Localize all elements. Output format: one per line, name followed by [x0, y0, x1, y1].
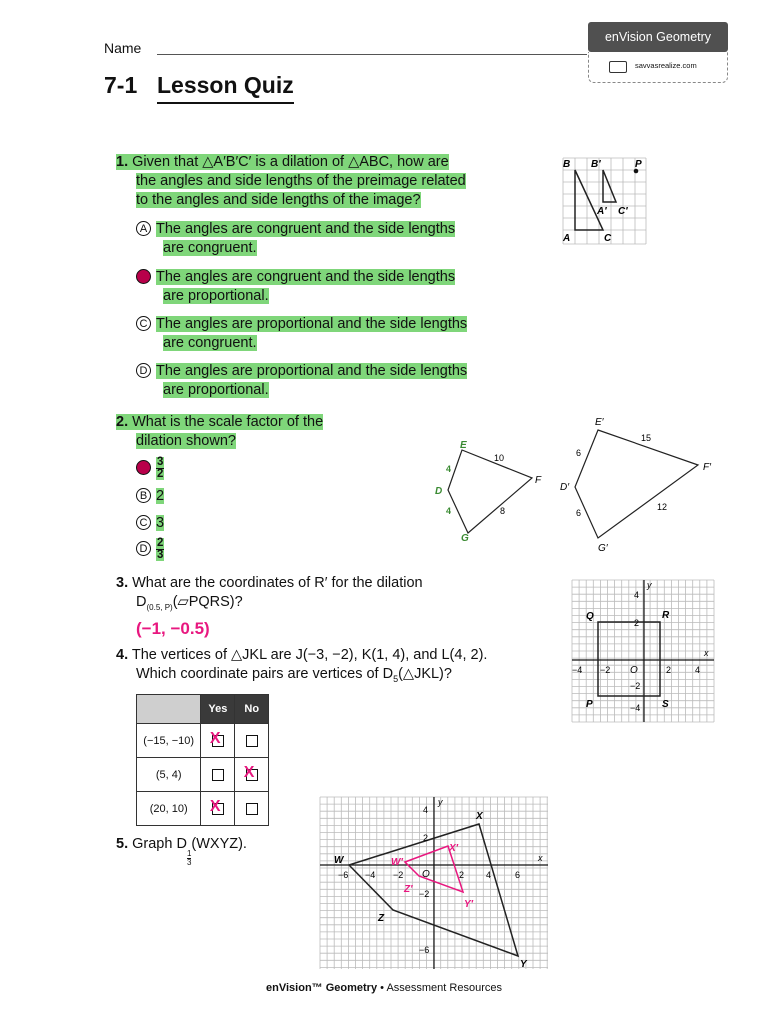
table-header-no: No — [235, 695, 269, 724]
q2-stem — [116, 413, 323, 451]
q5-fraction: $\frac{1}{3}$ — [186, 849, 192, 867]
no-cell[interactable] — [235, 724, 269, 758]
q4-line2b: (△JKL)? — [398, 666, 452, 682]
q4-stem — [116, 646, 487, 689]
q1-number: 1. — [116, 154, 129, 170]
label-f: F — [535, 475, 542, 486]
label-e: E — [460, 440, 467, 451]
q2-line1: What is the scale factor of the — [132, 414, 324, 430]
footer-brand: enVision™ Geometry — [266, 982, 378, 994]
label-f-prime: F′ — [703, 462, 711, 473]
label-y: Y — [520, 959, 527, 970]
label-g: G — [461, 533, 469, 544]
q5-number: 5. — [116, 836, 129, 852]
footer — [0, 982, 768, 994]
checkbox[interactable] — [246, 803, 258, 815]
q2-option-d[interactable] — [136, 538, 164, 561]
label-c-prime: C′ — [618, 206, 628, 217]
choice-circle: A — [136, 221, 151, 236]
table-row — [137, 758, 269, 792]
q2-option-a[interactable] — [136, 457, 164, 480]
q1-line3: to the angles and side lengths of the image? — [136, 192, 421, 208]
side-dg: 4 — [446, 506, 452, 516]
q2-option-b[interactable] — [136, 487, 164, 506]
q3-argument: (▱PQRS)? — [172, 594, 243, 610]
side-ef: 10 — [494, 453, 505, 463]
label-a-prime: A′ — [597, 206, 607, 217]
pair-cell: (20, 10) — [137, 792, 201, 826]
q4-table — [136, 694, 269, 826]
lesson-title: Lesson Quiz — [157, 72, 294, 104]
q2-option-c-value: 3 — [156, 515, 165, 531]
choice-circle-selected: A — [136, 460, 151, 475]
q2-option-b-value: 2 — [156, 488, 165, 504]
label-r: R — [662, 610, 670, 621]
tick-x-2: 2 — [666, 665, 672, 675]
tick-y-neg6: −6 — [419, 945, 430, 955]
q3-number: 3. — [116, 575, 129, 591]
q2-large-quadrilateral — [555, 410, 725, 560]
q1-triangle-figure — [560, 155, 648, 247]
pair-cell: (−15, −10) — [137, 724, 201, 758]
checkbox[interactable] — [212, 769, 224, 781]
q1-option-c-line2: are congruent. — [163, 335, 257, 351]
choice-circle: B — [136, 488, 151, 503]
triangle-a2b2c2 — [603, 170, 616, 202]
label-w: W — [334, 855, 344, 866]
q5-coordinate-grid — [318, 795, 550, 971]
side-d2e2: 6 — [576, 448, 582, 458]
site-box[interactable] — [588, 52, 728, 83]
tick-y-4: 4 — [634, 590, 640, 600]
footer-separator: • — [377, 982, 387, 994]
label-z-prime: Z′ — [404, 884, 413, 895]
tick-y-2: 2 — [423, 833, 429, 843]
q1-option-b-line2: are proportional. — [163, 288, 269, 304]
q2-option-c[interactable] — [136, 514, 164, 533]
label-d: D — [435, 486, 443, 497]
origin-label: O — [630, 665, 638, 676]
q5-text-b: (WXYZ). — [191, 836, 247, 852]
label-a: A — [563, 233, 571, 244]
tick-x-4: 4 — [695, 665, 701, 675]
tick-y-2: 2 — [634, 618, 640, 628]
tick-y-neg4: −4 — [630, 703, 641, 713]
choice-circle: C — [136, 316, 151, 331]
q1-option-c[interactable] — [136, 315, 467, 353]
q4-number: 4. — [116, 647, 129, 663]
origin-label: O — [422, 869, 430, 880]
q3-coordinate-grid — [570, 578, 716, 724]
yes-cell[interactable] — [201, 724, 235, 758]
lesson-number: 7-1 — [104, 72, 138, 98]
tick-y-4: 4 — [423, 805, 429, 815]
checkbox-checked[interactable] — [246, 769, 258, 781]
label-b: B — [563, 159, 571, 170]
brand-name: enVision Geometry — [604, 30, 712, 44]
y-axis-label: y — [438, 797, 443, 807]
q1-option-a[interactable] — [136, 220, 455, 258]
tick-x-neg4: −4 — [365, 870, 376, 880]
q2-option-d-fraction: $\frac{2}{3}$ — [157, 537, 164, 561]
q3-stem — [116, 574, 423, 617]
tick-x-2: 2 — [459, 870, 465, 880]
tick-x-neg4: −4 — [572, 665, 583, 675]
tick-x-neg2: −2 — [600, 665, 611, 675]
table-row — [137, 792, 269, 826]
yes-cell[interactable] — [201, 792, 235, 826]
laptop-icon — [609, 61, 627, 73]
q1-option-b-line1: The angles are congruent and the side lengths — [156, 269, 456, 285]
checkbox-checked[interactable] — [212, 735, 224, 747]
side-e2f2: 15 — [641, 433, 652, 443]
side-de: 4 — [446, 464, 452, 474]
label-w-prime: W′ — [391, 857, 403, 868]
side-fg: 8 — [500, 506, 506, 516]
checkbox-checked[interactable] — [212, 803, 224, 815]
table-header-row — [137, 695, 269, 724]
side-f2g2: 12 — [657, 502, 668, 512]
table-row — [137, 724, 269, 758]
label-p: P — [635, 159, 642, 170]
no-cell[interactable] — [235, 758, 269, 792]
q1-option-d[interactable] — [136, 362, 467, 400]
q2-option-a-fraction: $\frac{3}{2}$ — [157, 456, 164, 480]
no-cell[interactable] — [235, 792, 269, 826]
choice-circle: C — [136, 515, 151, 530]
q3-operator: D — [136, 594, 147, 610]
q3-line1: What are the coordinates of R′ for the dilation — [132, 575, 423, 591]
label-c: C — [604, 233, 612, 244]
label-x-prime: X′ — [449, 843, 459, 854]
tick-x-neg2: −2 — [393, 870, 404, 880]
yes-cell[interactable] — [201, 758, 235, 792]
q1-option-b[interactable] — [136, 268, 455, 306]
tick-x-6: 6 — [515, 870, 521, 880]
choice-circle: D — [136, 541, 151, 556]
tick-x-neg6: −6 — [338, 870, 349, 880]
name-line[interactable] — [157, 54, 587, 55]
q1-option-a-line2: are congruent. — [163, 240, 257, 256]
table-header-blank — [137, 695, 201, 724]
table-header-yes: Yes — [201, 695, 235, 724]
label-b-prime: B′ — [591, 159, 601, 170]
tick-y-neg2: −2 — [630, 681, 641, 691]
q4-line2a: Which coordinate pairs are vertices of D — [136, 666, 394, 682]
side-d2g2: 6 — [576, 508, 582, 518]
label-s: S — [662, 699, 669, 710]
label-d-prime: D′ — [560, 482, 570, 493]
q1-line2: the angles and side lengths of the preimage related — [136, 173, 466, 189]
label-g-prime: G′ — [598, 543, 608, 554]
q5-stem — [116, 835, 247, 867]
q1-line1: Given that △A′B′C′ is a dilation of △ABC, how are — [132, 154, 449, 170]
label-y-prime: Y′ — [464, 899, 474, 910]
q5-text-a: Graph D — [132, 836, 187, 852]
q4-subscript: 5 — [393, 673, 399, 684]
q1-stem — [116, 153, 526, 210]
q2-small-quadrilateral — [425, 430, 555, 550]
choice-circle-selected: B — [136, 269, 151, 284]
y-axis-label: y — [647, 580, 652, 590]
label-z: Z — [378, 913, 385, 924]
label-p: P — [586, 699, 593, 710]
q2-number: 2. — [116, 414, 129, 430]
x-axis-label: x — [704, 648, 709, 658]
brand-badge — [588, 22, 728, 52]
label-e-prime: E′ — [595, 417, 604, 428]
tick-x-4: 4 — [486, 870, 492, 880]
label-q: Q — [586, 611, 594, 622]
q1-option-a-line1: The angles are congruent and the side lengths — [156, 221, 456, 237]
checkbox[interactable] — [246, 735, 258, 747]
q3-answer: (−1, −0.5) — [136, 619, 210, 638]
choice-circle: D — [136, 363, 151, 378]
q1-option-d-line1: The angles are proportional and the side lengths — [156, 363, 468, 379]
x-axis-label: x — [538, 853, 543, 863]
site-url: savvasrealize.com — [635, 61, 697, 70]
q1-option-d-line2: are proportional. — [163, 382, 269, 398]
q3-subscript: (0.5, P) — [146, 602, 173, 612]
q4-line1: The vertices of △JKL are J(−3, −2), K(1, 4), and L(4, 2). — [131, 647, 488, 663]
pair-cell: (5, 4) — [137, 758, 201, 792]
label-x: X — [476, 811, 483, 822]
q1-option-c-line1: The angles are proportional and the side lengths — [156, 316, 468, 332]
tick-y-neg2: −2 — [419, 889, 430, 899]
footer-text: Assessment Resources — [386, 982, 502, 994]
name-label: Name — [104, 40, 142, 56]
q2-line2: dilation shown? — [136, 433, 236, 449]
